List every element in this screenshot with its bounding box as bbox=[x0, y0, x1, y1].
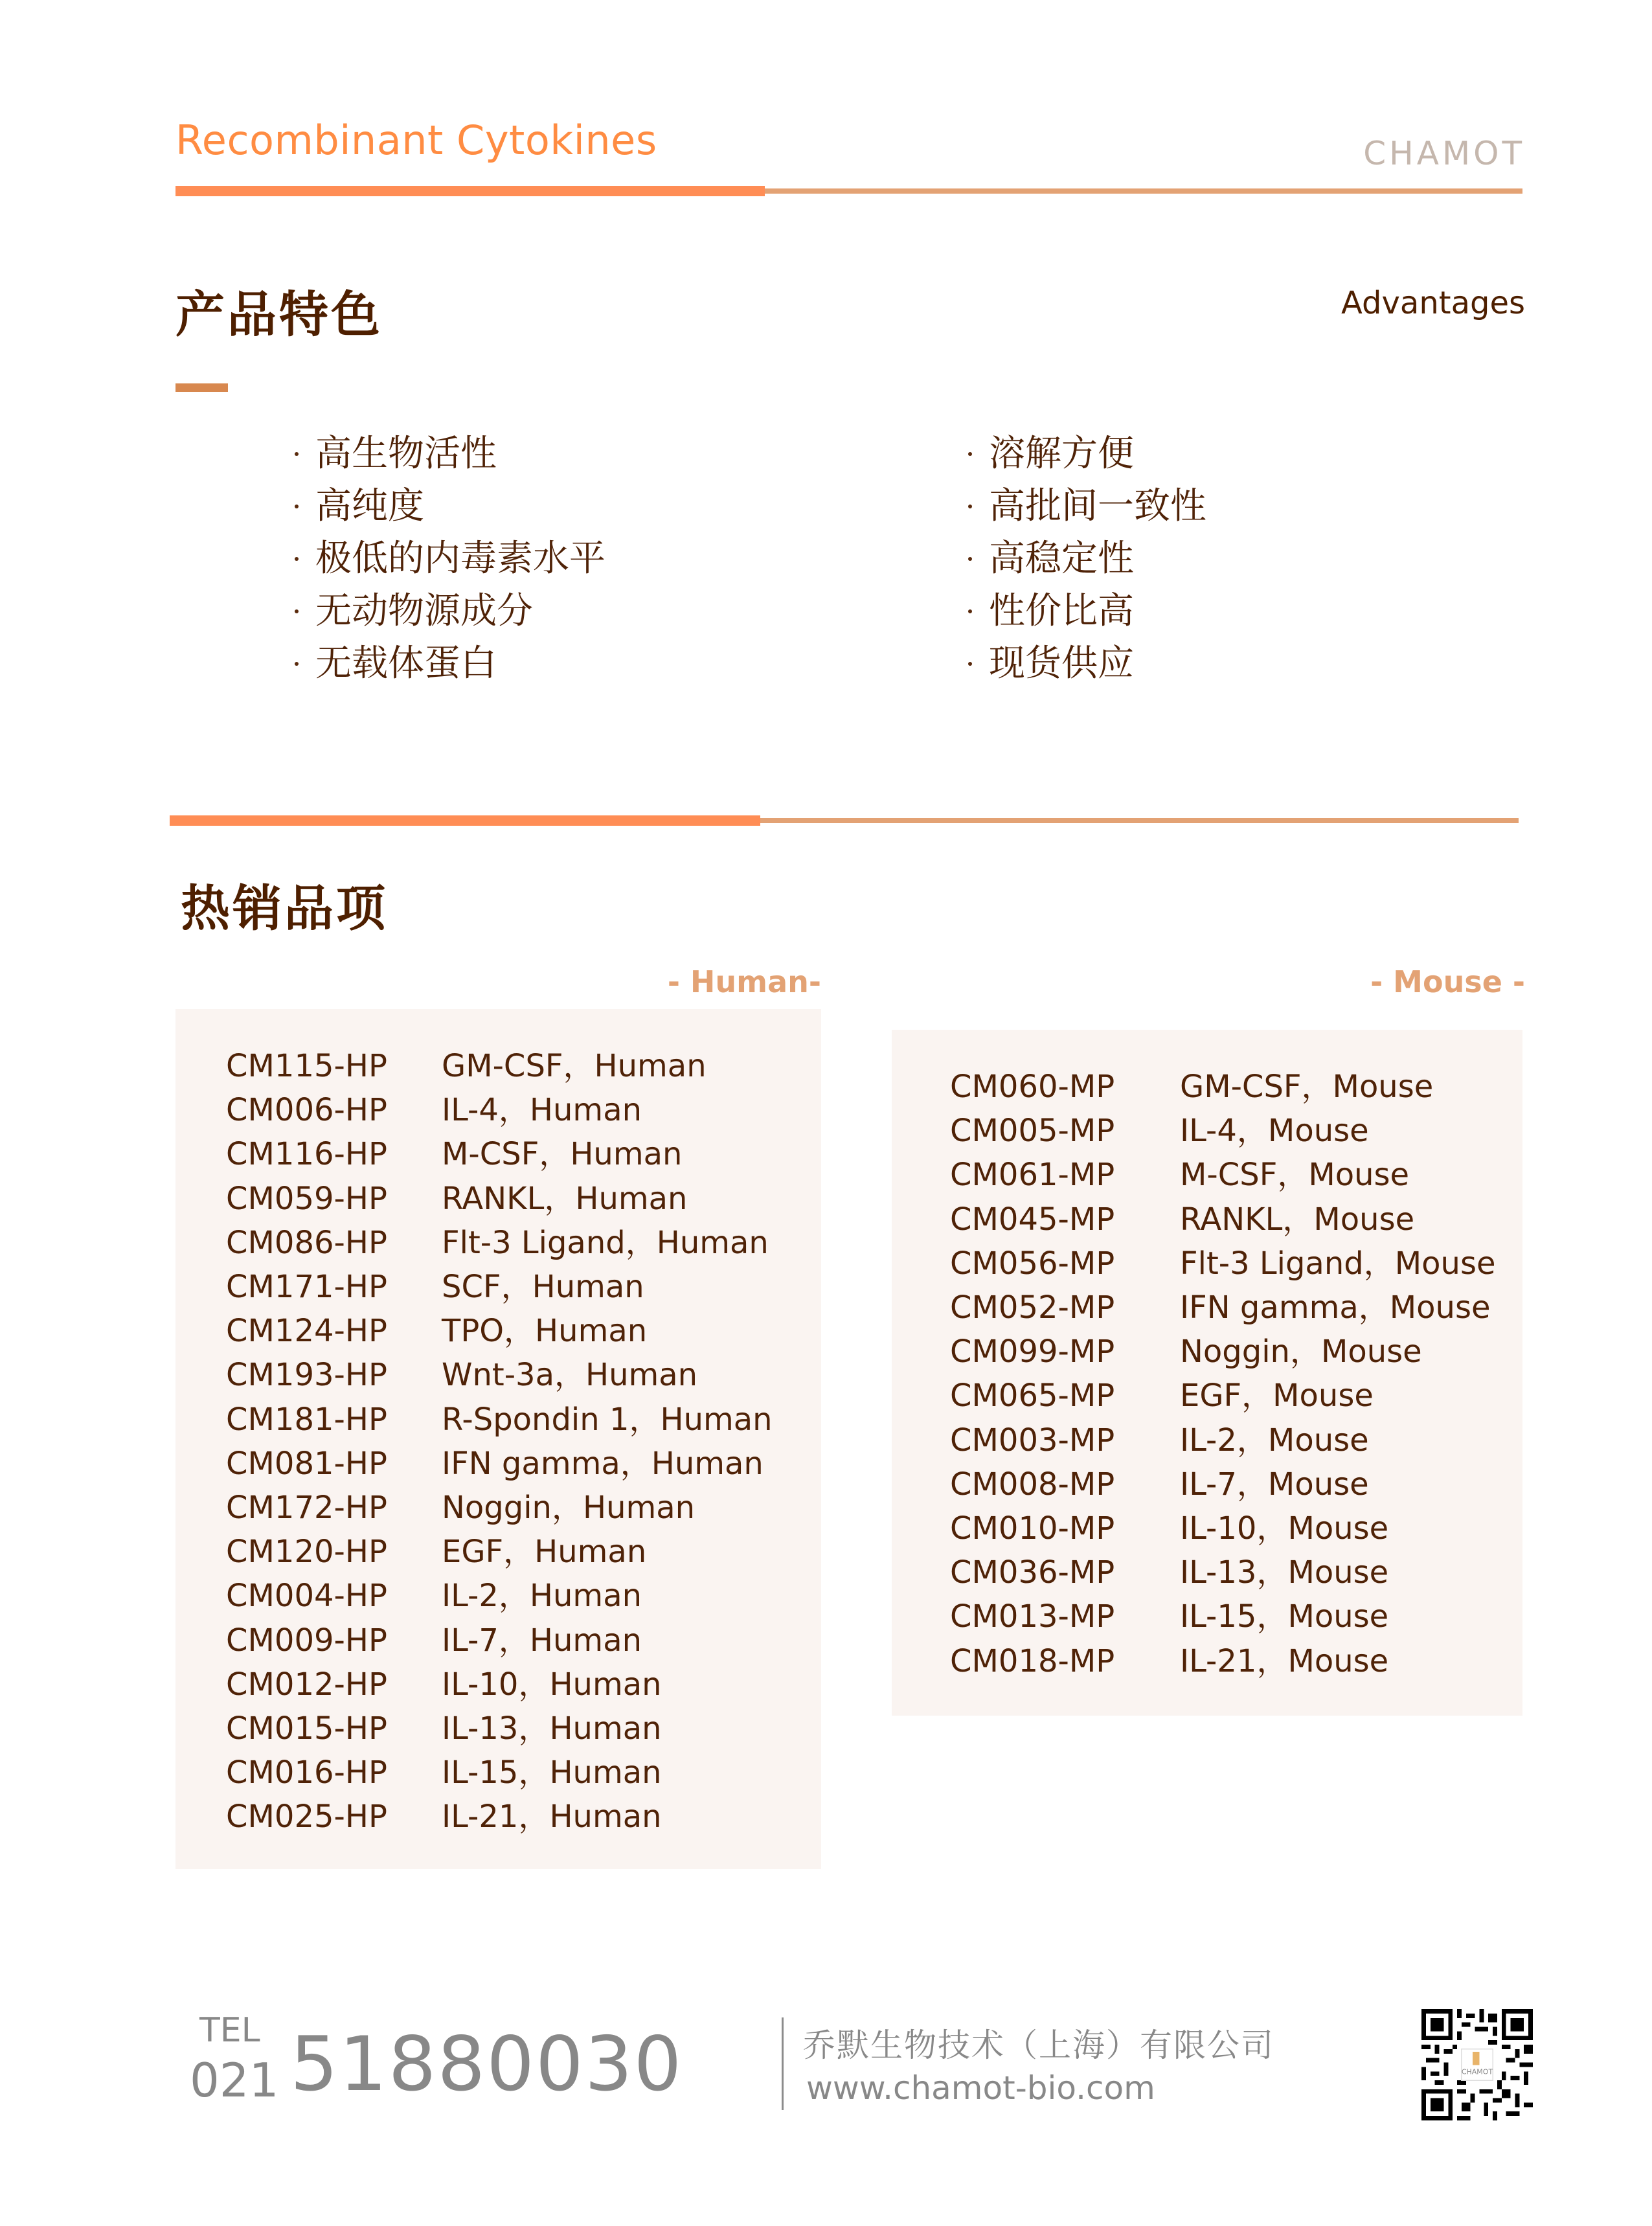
features-subtitle: Advantages bbox=[1341, 285, 1525, 321]
product-name: M-CSF，Human bbox=[442, 1136, 683, 1173]
product-name: RANKL，Mouse bbox=[1180, 1201, 1415, 1238]
product-code: CM056-MP bbox=[950, 1245, 1115, 1282]
product-row bbox=[950, 1639, 1533, 1683]
product-code: CM181-HP bbox=[226, 1401, 387, 1438]
product-row bbox=[950, 1330, 1533, 1374]
product-row bbox=[226, 1795, 809, 1839]
features-list-right bbox=[968, 427, 1551, 690]
feature-item bbox=[968, 427, 1551, 480]
feature-item bbox=[968, 637, 1551, 690]
product-name: IL-10，Mouse bbox=[1180, 1510, 1389, 1547]
hot-products-title: 热销品项 bbox=[181, 880, 388, 937]
product-code: CM124-HP bbox=[226, 1313, 387, 1350]
product-row bbox=[950, 1550, 1533, 1595]
feature-label: 高生物活性 bbox=[315, 433, 497, 475]
product-code: CM099-MP bbox=[950, 1334, 1115, 1370]
product-name: M-CSF，Mouse bbox=[1180, 1157, 1410, 1194]
brand-name: CHAMOT bbox=[1363, 135, 1525, 172]
product-name: TPO，Human bbox=[442, 1313, 648, 1350]
header-rule-thick bbox=[175, 186, 765, 196]
product-code: CM081-HP bbox=[226, 1445, 387, 1482]
features-title: 产品特色 bbox=[175, 286, 383, 343]
bullet-icon bbox=[968, 609, 972, 613]
mouse-list-label: - Mouse - bbox=[1370, 964, 1525, 999]
human-list-label: - Human- bbox=[667, 964, 821, 999]
feature-label: 高稳定性 bbox=[989, 538, 1134, 580]
product-row bbox=[950, 1109, 1533, 1153]
bullet-icon bbox=[295, 662, 299, 666]
product-name: IL-13，Mouse bbox=[1180, 1554, 1389, 1591]
product-code: CM004-HP bbox=[226, 1578, 387, 1615]
product-row bbox=[226, 1265, 809, 1309]
bullet-icon bbox=[295, 505, 299, 508]
product-name: IL-7，Mouse bbox=[1180, 1466, 1369, 1503]
product-name: IL-15，Human bbox=[442, 1755, 662, 1791]
product-row bbox=[950, 1198, 1533, 1242]
product-row bbox=[226, 1486, 809, 1530]
company-name: 乔默生物技术（上海）有限公司 bbox=[803, 2027, 1274, 2064]
product-row bbox=[950, 1418, 1533, 1462]
tel-number: 51880030 bbox=[290, 2021, 683, 2108]
product-code: CM116-HP bbox=[226, 1136, 387, 1173]
product-row bbox=[226, 1574, 809, 1618]
product-name: Wnt-3a，Human bbox=[442, 1357, 698, 1394]
product-code: CM052-MP bbox=[950, 1289, 1115, 1326]
product-name: IL-13，Human bbox=[442, 1710, 662, 1747]
product-row bbox=[950, 1462, 1533, 1506]
product-name: Flt-3 Ligand，Mouse bbox=[1180, 1245, 1496, 1282]
page-header-title: Recombinant Cytokines bbox=[175, 117, 657, 164]
feature-label: 无载体蛋白 bbox=[315, 642, 497, 685]
section-rule-thick bbox=[170, 815, 760, 826]
product-row bbox=[950, 1506, 1533, 1550]
feature-label: 现货供应 bbox=[989, 642, 1134, 685]
product-code: CM086-HP bbox=[226, 1224, 387, 1261]
tel-label: TEL bbox=[199, 2011, 260, 2050]
product-code: CM115-HP bbox=[226, 1048, 387, 1084]
product-name: IL-4，Human bbox=[442, 1092, 642, 1129]
feature-item bbox=[968, 585, 1551, 637]
product-row bbox=[226, 1751, 809, 1795]
product-row bbox=[226, 1707, 809, 1751]
feature-item bbox=[295, 480, 877, 532]
product-code: CM171-HP bbox=[226, 1269, 387, 1305]
product-code: CM061-MP bbox=[950, 1157, 1115, 1194]
product-code: CM010-MP bbox=[950, 1510, 1115, 1547]
product-row bbox=[226, 1398, 809, 1442]
product-row bbox=[226, 1221, 809, 1265]
product-name: GM-CSF，Human bbox=[442, 1048, 707, 1084]
product-name: IL-21，Human bbox=[442, 1799, 662, 1835]
product-name: EGF，Mouse bbox=[1180, 1378, 1374, 1414]
features-list-left bbox=[295, 427, 877, 690]
product-code: CM013-MP bbox=[950, 1598, 1115, 1635]
bullet-icon bbox=[968, 557, 972, 561]
product-name: IFN gamma，Human bbox=[442, 1445, 764, 1482]
website-link[interactable]: www.chamot-bio.com bbox=[806, 2069, 1155, 2107]
product-code: CM065-MP bbox=[950, 1378, 1115, 1414]
mouse-product-list bbox=[892, 1030, 1522, 1716]
product-row bbox=[226, 1088, 809, 1132]
feature-item bbox=[968, 532, 1551, 585]
svg-text:CHAMOT: CHAMOT bbox=[1461, 2067, 1493, 2076]
product-code: CM005-MP bbox=[950, 1113, 1115, 1150]
product-code: CM003-MP bbox=[950, 1422, 1115, 1459]
product-name: EGF，Human bbox=[442, 1534, 647, 1571]
product-code: CM120-HP bbox=[226, 1534, 387, 1571]
product-row bbox=[226, 1663, 809, 1707]
product-code: CM060-MP bbox=[950, 1069, 1115, 1105]
product-row bbox=[950, 1374, 1533, 1418]
feature-label: 无动物源成分 bbox=[315, 590, 533, 632]
product-row bbox=[226, 1530, 809, 1574]
feature-label: 极低的内毒素水平 bbox=[315, 538, 605, 580]
product-code: CM008-MP bbox=[950, 1466, 1115, 1503]
product-code: CM012-HP bbox=[226, 1666, 387, 1703]
product-code: CM172-HP bbox=[226, 1490, 387, 1526]
product-name: R-Spondin 1，Human bbox=[442, 1401, 773, 1438]
product-name: IL-21，Mouse bbox=[1180, 1642, 1389, 1679]
bullet-icon bbox=[968, 505, 972, 508]
product-row bbox=[226, 1309, 809, 1353]
product-row bbox=[226, 1177, 809, 1221]
product-row bbox=[226, 1618, 809, 1663]
qr-code-icon bbox=[1421, 2009, 1533, 2120]
product-name: GM-CSF，Mouse bbox=[1180, 1069, 1434, 1105]
product-code: CM036-MP bbox=[950, 1554, 1115, 1591]
product-code: CM025-HP bbox=[226, 1799, 387, 1835]
footer-divider bbox=[782, 2017, 784, 2110]
product-name: IL-2，Mouse bbox=[1180, 1422, 1369, 1459]
product-code: CM015-HP bbox=[226, 1710, 387, 1747]
product-row bbox=[226, 1132, 809, 1176]
product-code: CM059-HP bbox=[226, 1180, 387, 1217]
product-name: Flt-3 Ligand，Human bbox=[442, 1224, 769, 1261]
feature-item bbox=[295, 427, 877, 480]
feature-item bbox=[295, 585, 877, 637]
product-row bbox=[950, 1286, 1533, 1330]
feature-item bbox=[968, 480, 1551, 532]
product-row bbox=[950, 1242, 1533, 1286]
product-name: IL-10，Human bbox=[442, 1666, 662, 1703]
bullet-icon bbox=[295, 452, 299, 456]
feature-item bbox=[295, 532, 877, 585]
product-code: CM045-MP bbox=[950, 1201, 1115, 1238]
bullet-icon bbox=[968, 662, 972, 666]
product-code: CM018-MP bbox=[950, 1642, 1115, 1679]
feature-label: 高纯度 bbox=[315, 485, 424, 527]
product-name: Noggin，Mouse bbox=[1180, 1334, 1422, 1370]
product-row bbox=[226, 1442, 809, 1486]
accent-bar bbox=[175, 383, 228, 392]
feature-label: 性价比高 bbox=[989, 590, 1134, 632]
product-code: CM193-HP bbox=[226, 1357, 387, 1394]
section-rule-thin bbox=[759, 818, 1519, 823]
tel-area-code: 021 bbox=[190, 2053, 279, 2107]
product-code: CM009-HP bbox=[226, 1622, 387, 1659]
human-product-list bbox=[175, 1009, 821, 1869]
product-code: CM006-HP bbox=[226, 1092, 387, 1129]
product-row bbox=[226, 1044, 809, 1088]
product-row bbox=[226, 1353, 809, 1397]
product-name: IL-4，Mouse bbox=[1180, 1113, 1369, 1150]
product-name: IL-2，Human bbox=[442, 1578, 642, 1615]
product-name: IL-15，Mouse bbox=[1180, 1598, 1389, 1635]
bullet-icon bbox=[295, 609, 299, 613]
bullet-icon bbox=[968, 452, 972, 456]
product-name: IL-7，Human bbox=[442, 1622, 642, 1659]
product-name: Noggin，Human bbox=[442, 1490, 696, 1526]
product-name: SCF，Human bbox=[442, 1269, 644, 1305]
product-row bbox=[950, 1595, 1533, 1639]
feature-label: 溶解方便 bbox=[989, 433, 1134, 475]
product-name: RANKL，Human bbox=[442, 1180, 688, 1217]
product-row bbox=[950, 1153, 1533, 1197]
bullet-icon bbox=[295, 557, 299, 561]
header-rule-thin bbox=[764, 188, 1522, 194]
product-name: IFN gamma，Mouse bbox=[1180, 1289, 1491, 1326]
product-row bbox=[950, 1065, 1533, 1109]
feature-label: 高批间一致性 bbox=[989, 485, 1206, 527]
product-code: CM016-HP bbox=[226, 1755, 387, 1791]
feature-item bbox=[295, 637, 877, 690]
